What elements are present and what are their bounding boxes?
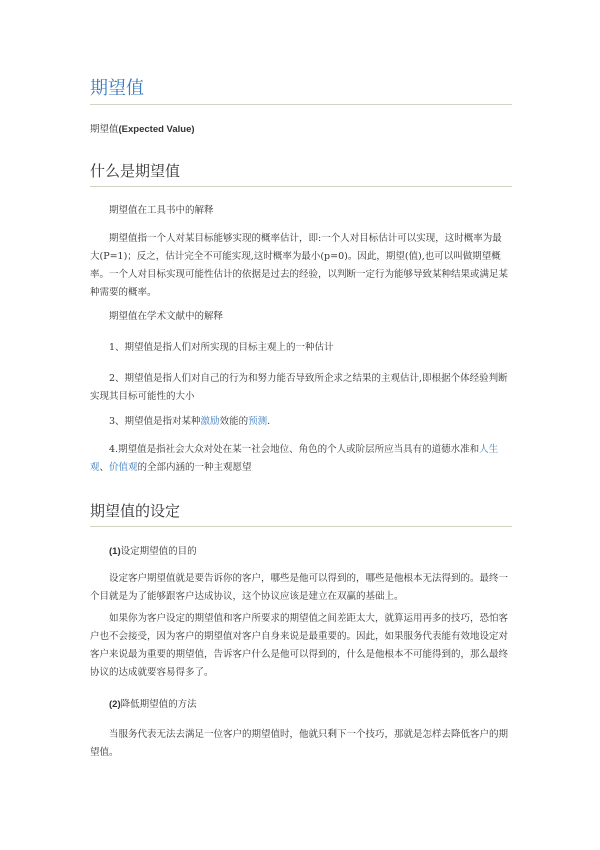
- title-divider: [90, 104, 512, 105]
- item4-text-end: 的全部内涵的一种主观愿望: [137, 462, 252, 473]
- paragraph-dictionary-definition: 期望值指一个人对某目标能够实现的概率估计，即:一个人对目标估计可以实现，这时概率为最大(P=1)；反之，估计完全不可能实现,这时概率为最小(p=0)。因此，期望(值),也可以叫做期望概率。一个人对目标实现可能性估计的依据是过去的经验，以判断一定行为能够导致某种结果或满足某种需要的概率。: [90, 233, 509, 298]
- subheading-lowering-methods: [90, 698, 510, 712]
- section-divider: [90, 186, 512, 187]
- definition-item-4: [90, 441, 510, 477]
- page-subtitle: [90, 121, 195, 135]
- paragraph-purpose: 设定客户期望值就是要告诉你的客户，哪些是他可以得到的，哪些是他根本无法得到的。最终一个目就是为了能够跟客户达成协议，这个协议应该是建立在双赢的基础上。: [90, 573, 509, 602]
- link-outlook-on-life[interactable]: 人生观: [90, 444, 499, 473]
- link-motivation[interactable]: 激励: [200, 416, 220, 427]
- section-heading-setting: 期望值的设定: [90, 502, 181, 520]
- label-academic-definition: 期望值在学术文献中的解释: [109, 311, 224, 322]
- definition-item-2: 2、期望值是指人们对自己的行为和努力能否导致所企求之结果的主观估计,即根据个体经验判断实现其目标可能性的大小: [90, 373, 508, 402]
- paragraph-gap: 如果你为客户设定的期望值和客户所要求的期望值之间差距太大，就算运用再多的技巧，恐怕客户也不会接受，因为客户的期望值对客户自身来说是最重要的。因此，如果服务代表能有效地设定对客户来说最为重要的期望值，告诉客户什么是他可以得到的，什么是他根本不可能得到的，那么最终协议的达成就要容易得多了。: [90, 613, 509, 678]
- item4-separator: 、: [99, 462, 110, 473]
- link-prediction[interactable]: 预测: [248, 416, 268, 427]
- item3-text-start: 3、期望值是指对某种: [109, 416, 201, 427]
- subtitle-cn: 期望值: [90, 124, 119, 135]
- subheading-purpose-text: 设定期望值的目的: [120, 546, 197, 557]
- subheading-lowering-number: (2): [109, 699, 121, 710]
- definition-item-3: [90, 415, 510, 429]
- item3-text-end: .: [267, 416, 271, 427]
- page-title: 期望值: [90, 78, 144, 99]
- section-divider: [90, 526, 512, 527]
- label-dictionary-definition: 期望值在工具书中的解释: [109, 205, 214, 216]
- link-values[interactable]: 价值观: [109, 462, 138, 473]
- item4-text-start: 4.期望值是指社会大众对处在某一社会地位、角色的个人或阶层所应当具有的道德水准和: [109, 444, 480, 455]
- item3-text-mid: 效能的: [219, 416, 249, 427]
- subheading-lowering-text: 降低期望值的方法: [120, 699, 197, 710]
- definition-item-1: 1、期望值是指人们对所实现的目标主观上的一种估计: [109, 342, 334, 353]
- subheading-purpose: [90, 545, 510, 559]
- paragraph-lowering: 当服务代表无法去满足一位客户的期望值时，他就只剩下一个技巧，那就是怎样去降低客户的期望值。: [90, 729, 509, 758]
- subtitle-en: (Expected Value): [118, 124, 195, 135]
- subheading-purpose-number: (1): [109, 546, 121, 557]
- section-heading-what-is: 什么是期望值: [90, 162, 181, 180]
